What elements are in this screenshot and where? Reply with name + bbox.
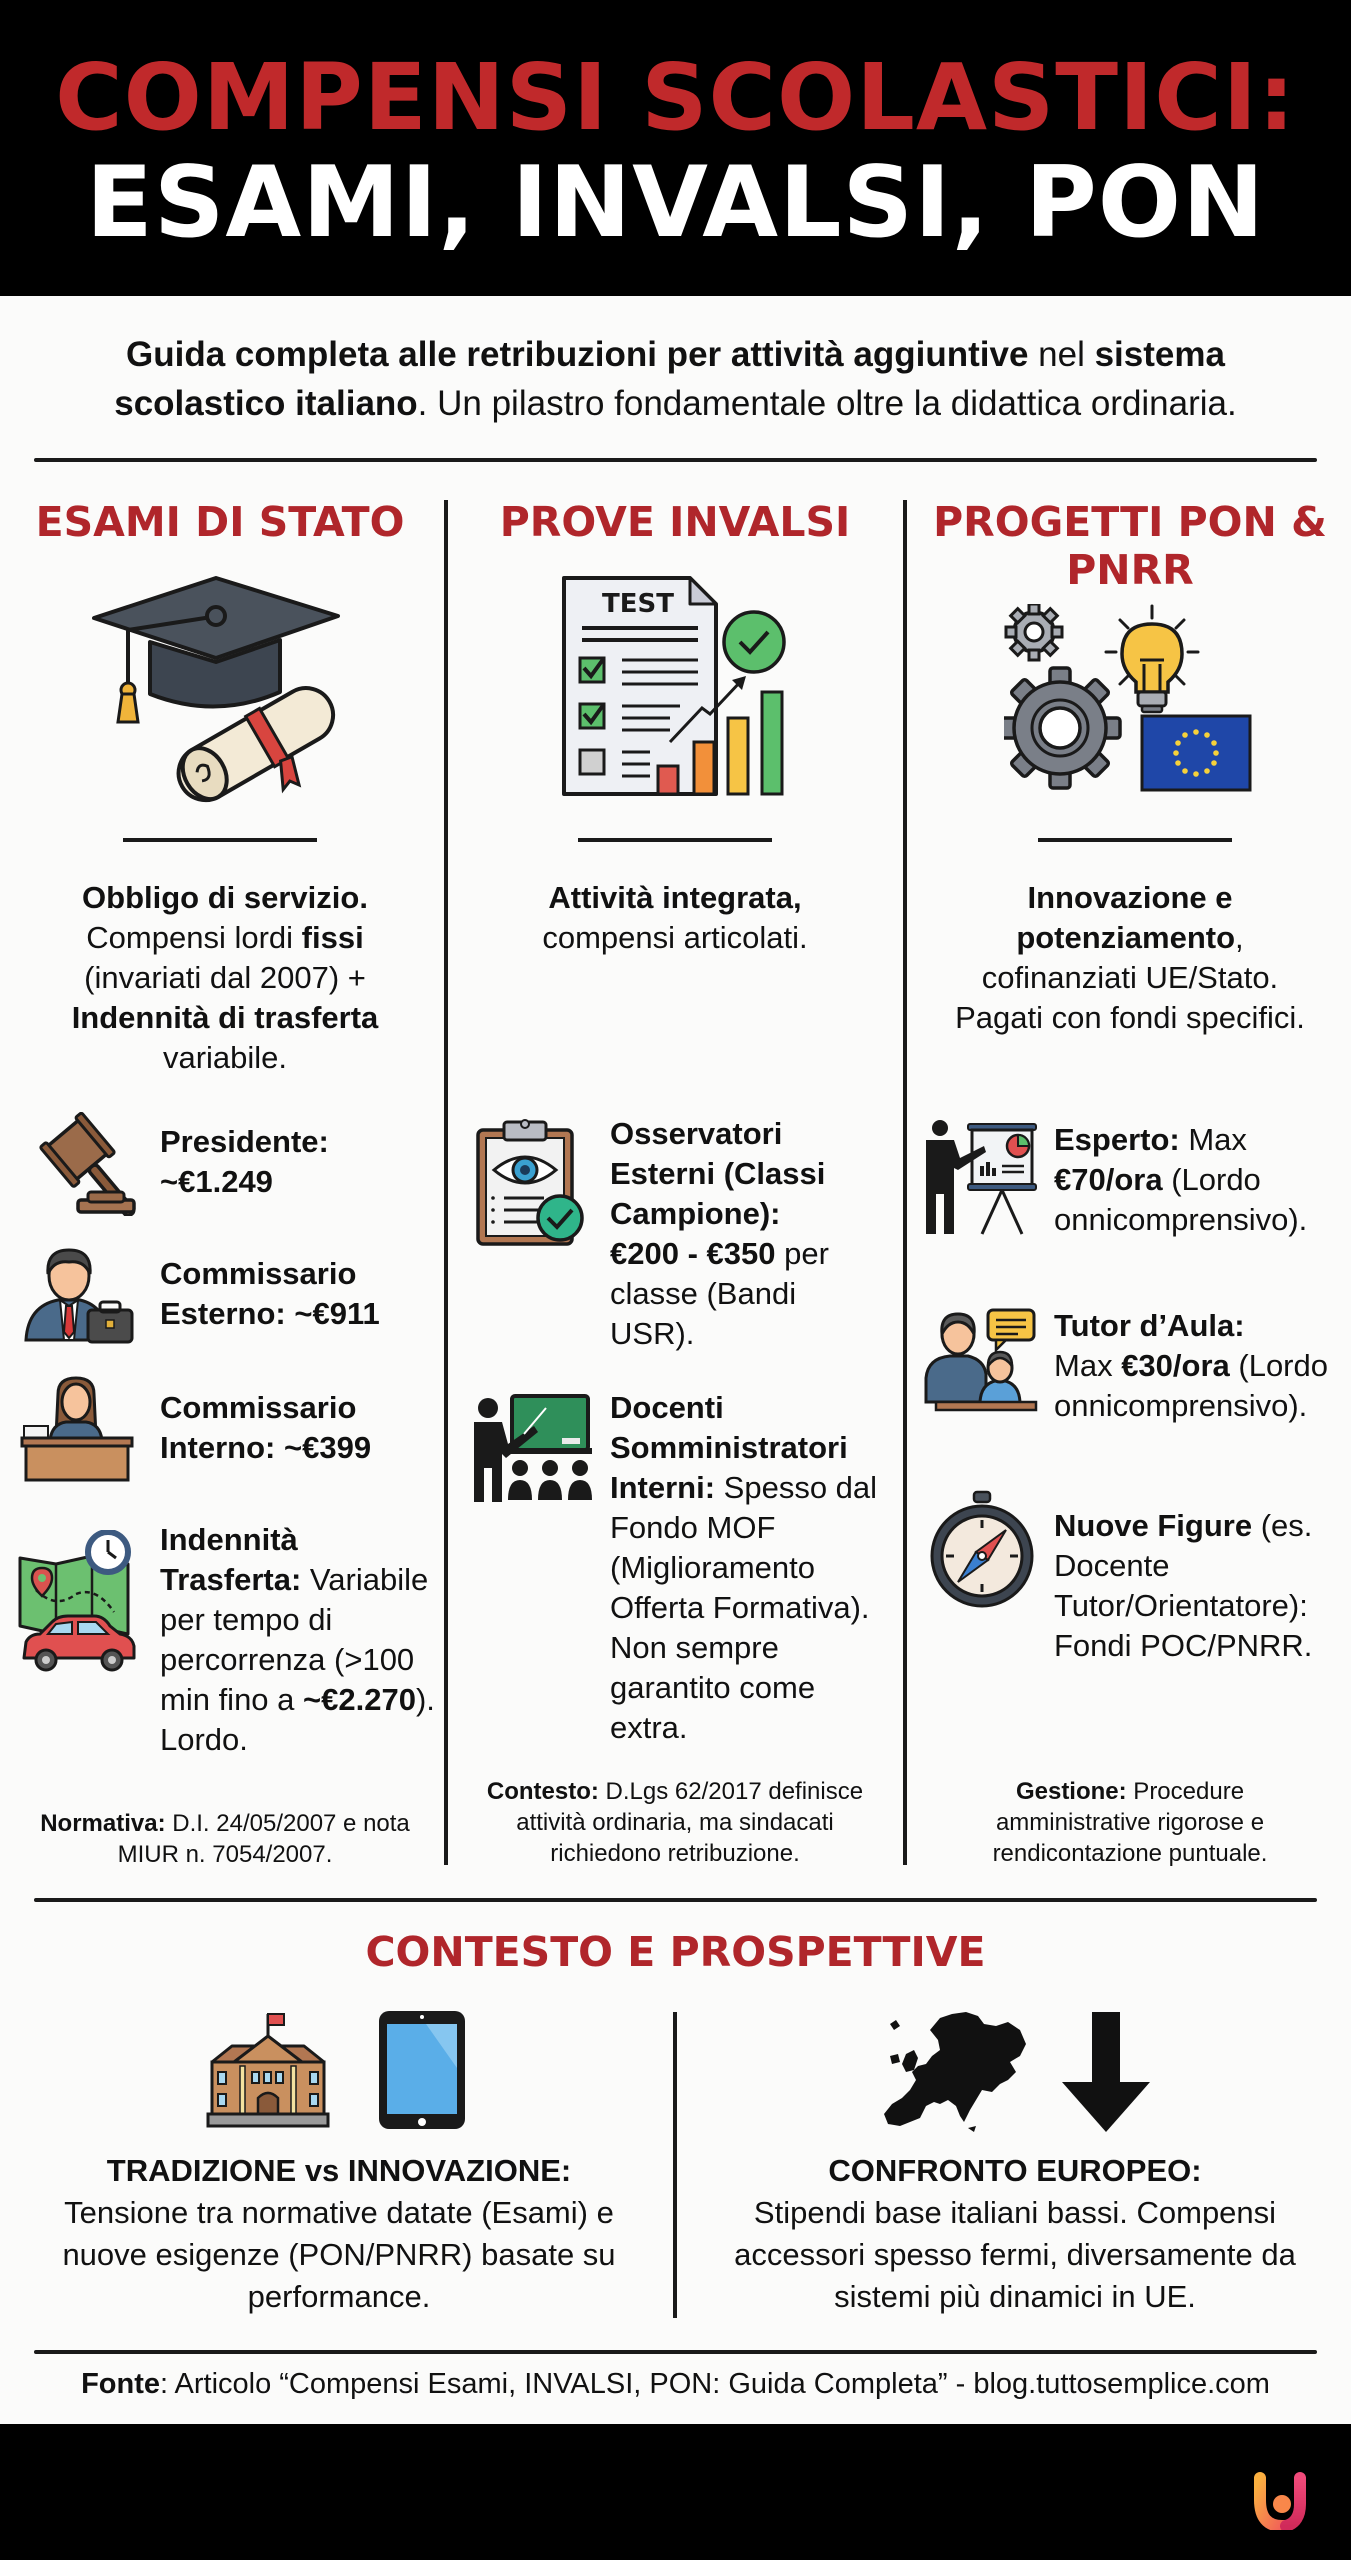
footnote-text: D.Lgs 62/2017 definisce attività ordinaria, ma sindacati richiedono retribuzione.	[516, 1778, 864, 1867]
context-heading: CONFRONTO EUROPEO:	[828, 2153, 1202, 2188]
column-title-esami: ESAMI DI STATO	[35, 498, 405, 546]
test-sheet-chart-icon	[560, 574, 794, 800]
summary-text: (invariati dal 2007) +	[84, 960, 366, 995]
item-text: Max	[1054, 1348, 1122, 1383]
item-nuove-figure	[1054, 1506, 1349, 1666]
column-title-invalsi: PROVE INVALSI	[499, 498, 851, 546]
item-text: Max	[1179, 1122, 1247, 1157]
item-value: ~€1.249	[160, 1164, 273, 1199]
gears-lightbulb-eu-flag-icon	[1004, 604, 1254, 800]
source-citation	[0, 2368, 1351, 2401]
summary-bold: fissi	[301, 920, 364, 955]
context-block-europeo	[700, 2150, 1330, 2318]
item-esperto	[1054, 1120, 1344, 1240]
footnote-label: Contesto:	[486, 1778, 599, 1805]
gavel-icon	[18, 1112, 138, 1216]
down-arrow-icon	[1060, 2010, 1152, 2134]
item-value: ~€2.270	[303, 1682, 416, 1717]
item-label: Indennità Trasferta:	[160, 1522, 302, 1597]
item-tutor-aula	[1054, 1306, 1344, 1426]
test-label: TEST	[602, 589, 674, 619]
column-rule-invalsi	[578, 838, 772, 842]
item-osservatori-esterni	[610, 1114, 880, 1354]
summary-bold: Indennità di trasferta	[71, 1000, 379, 1035]
intro-bold-2: sistema scolastico italiano	[114, 335, 1225, 423]
item-rest: (Lordo onnicomprensivo).	[1054, 1162, 1308, 1237]
context-heading: TRADIZIONE vs INNOVAZIONE:	[106, 2153, 572, 2188]
clipboard-eye-check-icon	[474, 1116, 586, 1248]
context-block-tradizione	[24, 2150, 654, 2318]
school-building-icon	[204, 2010, 332, 2130]
teacher-blackboard-icon	[468, 1394, 594, 1506]
intro-bold-1: Guida completa alle retribuzioni per attività aggiuntive	[126, 335, 1029, 374]
footnote-gestione	[950, 1776, 1310, 1869]
divider-middle	[34, 1898, 1317, 1902]
item-label: Commissario Esterno:	[160, 1256, 357, 1331]
column-rule-esami	[123, 838, 317, 842]
tutor-student-icon	[922, 1308, 1038, 1412]
item-value: €30/ora	[1121, 1348, 1230, 1383]
item-commissario-esterno	[160, 1254, 445, 1334]
header-banner	[0, 0, 1351, 296]
column-summary-pon	[940, 878, 1320, 1038]
tablet-icon	[376, 2008, 468, 2132]
summary-text: variabile.	[162, 1040, 288, 1075]
divider-top	[34, 458, 1317, 462]
intro-text	[40, 330, 1311, 428]
item-rest: ). Lordo.	[160, 1682, 435, 1757]
source-label: Fonte	[81, 2368, 160, 2400]
footnote-label: Normativa:	[40, 1810, 166, 1837]
item-label: Docenti Somministratori Interni:	[610, 1390, 848, 1505]
context-body: Tensione tra normative datate (Esami) e nuove esigenze (PON/PNRR) basate su performance.	[62, 2195, 616, 2314]
context-section-title: CONTESTO E PROSPETTIVE	[365, 1928, 986, 1976]
woman-at-desk-icon	[20, 1374, 134, 1482]
item-value: ~€399	[284, 1430, 372, 1465]
item-value: ~€911	[294, 1296, 380, 1331]
intro-text-2: . Un pilastro fondamentale oltre la didattica ordinaria.	[417, 384, 1237, 423]
footnote-text: Procedure amministrative rigorose e rendicontazione puntuale.	[992, 1778, 1268, 1867]
item-docenti-somministratori	[610, 1388, 890, 1748]
footnote-contesto	[470, 1776, 880, 1869]
item-text: Variabile per tempo di percorrenza (>100 min fino a	[160, 1562, 429, 1717]
item-value: €200 - €350	[610, 1236, 776, 1271]
item-label: Osservatori Esterni (Classi Campione):	[610, 1116, 826, 1231]
summary-bold: Innovazione e potenziamento	[1016, 880, 1236, 955]
item-rest: Spesso dal Fondo MOF (Miglioramento Offerta Formativa). Non sempre garantito come extra.	[610, 1470, 878, 1745]
graduation-cap-diploma-icon	[90, 574, 350, 804]
column-title-pon: PROGETTI PON & PNRR	[933, 498, 1327, 594]
item-label: Esperto:	[1054, 1122, 1180, 1157]
item-indennita-trasferta	[160, 1520, 440, 1760]
footnote-text: D.I. 24/05/2007 e nota MIUR n. 7054/2007.	[117, 1810, 410, 1868]
presenter-easel-icon	[922, 1118, 1040, 1238]
item-label: Nuove Figure	[1054, 1508, 1253, 1543]
footer-bar	[0, 2424, 1351, 2560]
summary-bold: Attività integrata,	[548, 880, 802, 915]
item-value: €70/ora	[1054, 1162, 1163, 1197]
item-label: Presidente:	[160, 1124, 329, 1159]
column-summary-esami	[30, 878, 420, 1078]
map-car-clock-icon	[16, 1530, 140, 1680]
context-divider	[673, 2012, 677, 2318]
summary-text: Compensi lordi	[86, 920, 302, 955]
footnote-normativa	[30, 1808, 420, 1870]
item-rest: per classe (Bandi USR).	[610, 1236, 829, 1351]
footnote-label: Gestione:	[1015, 1778, 1127, 1805]
summary-bold: Obbligo di servizio.	[82, 880, 368, 915]
businessman-briefcase-icon	[22, 1240, 134, 1344]
source-text: : Articolo “Compensi Esami, INVALSI, PON: Guida Completa” - blog.tuttosemplice.com	[160, 2368, 1270, 2400]
title-line-1: COMPENSI SCOLASTICI:	[55, 44, 1296, 151]
column-divider-1	[444, 500, 448, 1865]
context-body: Stipendi base italiani bassi. Compensi accessori spesso fermi, diversamente da sistemi più dinamici in UE.	[734, 2195, 1296, 2314]
compass-icon	[926, 1490, 1038, 1608]
intro-text-1: nel	[1028, 335, 1095, 374]
column-divider-2	[903, 500, 907, 1865]
item-presidente	[160, 1122, 440, 1202]
item-rest: (es. Docente Tutor/Orientatore): Fondi POC/PNRR.	[1054, 1508, 1313, 1663]
item-rest: (Lordo onnicomprensivo).	[1054, 1348, 1328, 1423]
brand-logo-icon	[1250, 2470, 1312, 2530]
item-label: Tutor d’Aula:	[1054, 1308, 1245, 1343]
title-line-2: ESAMI, INVALSI, PON	[85, 146, 1266, 260]
divider-bottom	[34, 2350, 1317, 2354]
column-rule-pon	[1038, 838, 1232, 842]
summary-text: , cofinanziati UE/Stato. Pagati con fondi specifici.	[955, 920, 1305, 1035]
column-summary-invalsi	[470, 878, 880, 958]
item-commissario-interno	[160, 1388, 445, 1468]
summary-text: compensi articolati.	[542, 920, 808, 955]
europe-map-icon	[880, 2010, 1032, 2134]
item-label: Commissario Interno:	[160, 1390, 357, 1465]
